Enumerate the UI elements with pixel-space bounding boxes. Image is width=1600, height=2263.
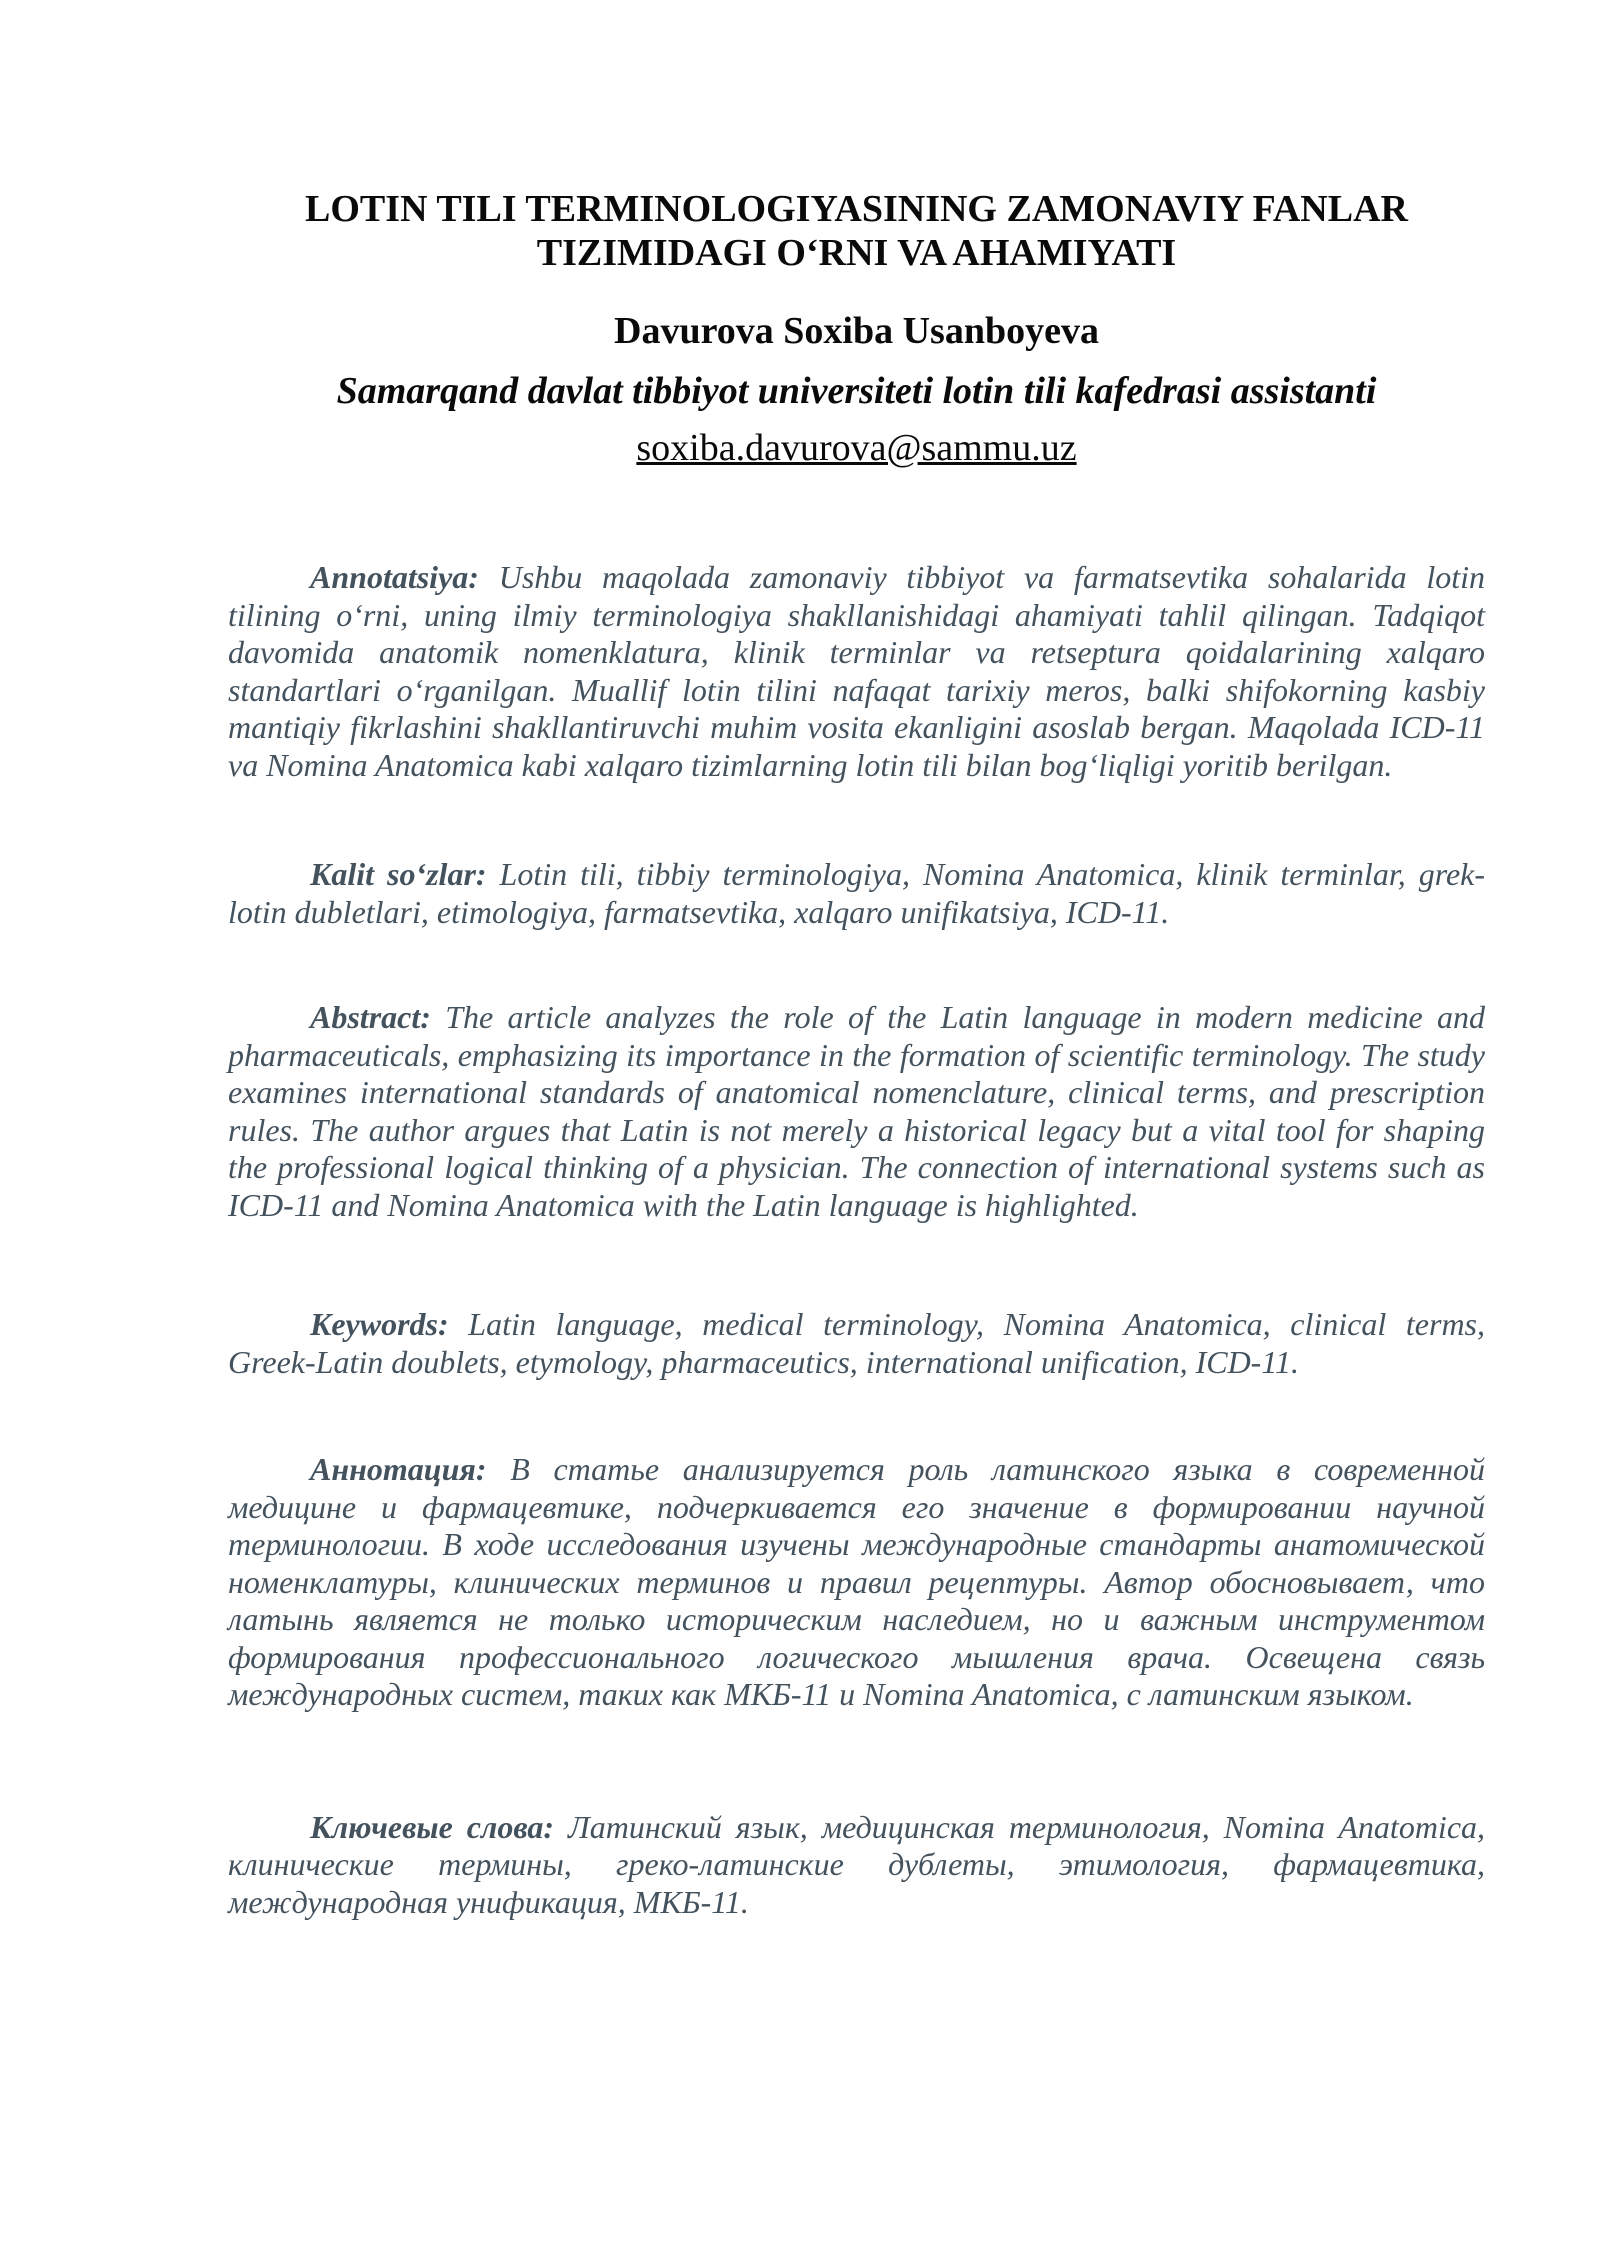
page-title: [228, 187, 1485, 275]
keywords-paragraph-russian: [228, 1809, 1485, 1922]
paragraph-text: В статье анализируется роль латинского языка в современной медицине и фармацевтике, подчеркивается его значение в формировании научной терминологии. В ходе исследования изучены международные стандарты анатомической номенклатуры, клинических терминов и правил рецептуры. Автор обосновывает, что латынь является не только историческим наследием, но и важным инструментом формирования профессионального логического мышления врача. Освещена связь международных систем, таких как МКБ-11 и Nomina Anatomica, с латинским языком.: [228, 1451, 1486, 1712]
title-line-1: LOTIN TILI TERMINOLOGIYASINING ZAMONAVIY FANLAR: [305, 188, 1408, 230]
paragraph-label: Annotatsiya:: [310, 559, 479, 595]
paragraph-text: Latin language, medical terminology, Nomina Anatomica, clinical terms, Greek-Latin doublets, etymology, pharmaceutics, international unification, ICD-11.: [228, 1306, 1486, 1380]
abstract-paragraph-uzbek: [228, 559, 1485, 784]
paragraph-label: Kalit soʻzlar:: [310, 856, 487, 892]
paragraph-text: The article analyzes the role of the Latin language in modern medicine and pharmaceuticals, emphasizing its importance in the formation of scientific terminology. The study examines international standards of anatomical nomenclature, clinical terms, and prescription rules. The author argues that Latin is not merely a historical legacy but a vital tool for shaping the professional logical thinking of a physician. The connection of international systems such as ICD-11 and Nomina Anatomica with the Latin language is highlighted.: [228, 999, 1486, 1223]
paragraph-label: Ключевые слова:: [310, 1808, 555, 1845]
keywords-paragraph-english: [228, 1306, 1485, 1381]
paragraph-label: Keywords:: [310, 1306, 449, 1342]
paragraph-text: Ushbu maqolada zamonaviy tibbiyot va farmatsevtika sohalarida lotin tilining oʻrni, uning ilmiy terminologiya shakllanishidagi ahamiyati tahlil qilingan. Tadqiqot davomida anatomik nomenklatura, klinik terminlar va retseptura qoidalarining xalqaro standartlari oʻrganilgan. Muallif lotin tilini nafaqat tarixiy meros, balki shifokorning kasbiy mantiqiy fikrlashini shakllantiruvchi muhim vosita ekanligini asoslab bergan. Maqolada ICD-11 va Nomina Anatomica kabi xalqaro tizimlarning lotin tili bilan bogʻliqligi yoritib berilgan.: [228, 559, 1486, 783]
paragraph-text: Lotin tili, tibbiy terminologiya, Nomina Anatomica, klinik terminlar, grek-lotin dubletlari, etimologiya, farmatsevtika, xalqaro unifikatsiya, ICD-11.: [228, 856, 1486, 930]
title-line-2: TIZIMIDAGI OʻRNI VA AHAMIYATI: [536, 232, 1177, 274]
email-line: [228, 426, 1485, 470]
email-link[interactable]: soxiba.davurova@sammu.uz: [636, 427, 1077, 469]
paragraph-label: Abstract:: [310, 999, 431, 1035]
paragraph-label: Аннотация:: [310, 1451, 487, 1487]
paragraph-text: Латинский язык, медицинская терминология, Nomina Anatomica, клинические термины, греко-латинские дублеты, этимология, фармацевтика, международная унификация, МКБ-11.: [228, 1808, 1486, 1920]
abstract-paragraph-english: [228, 999, 1485, 1224]
author-affiliation: Samarqand davlat tibbiyot universiteti lotin tili kafedrasi assistanti: [336, 370, 1377, 412]
abstract-paragraph-russian: [228, 1451, 1485, 1714]
author-name: Davurova Soxiba Usanboyeva: [614, 310, 1099, 352]
keywords-paragraph-uzbek: [228, 856, 1485, 931]
